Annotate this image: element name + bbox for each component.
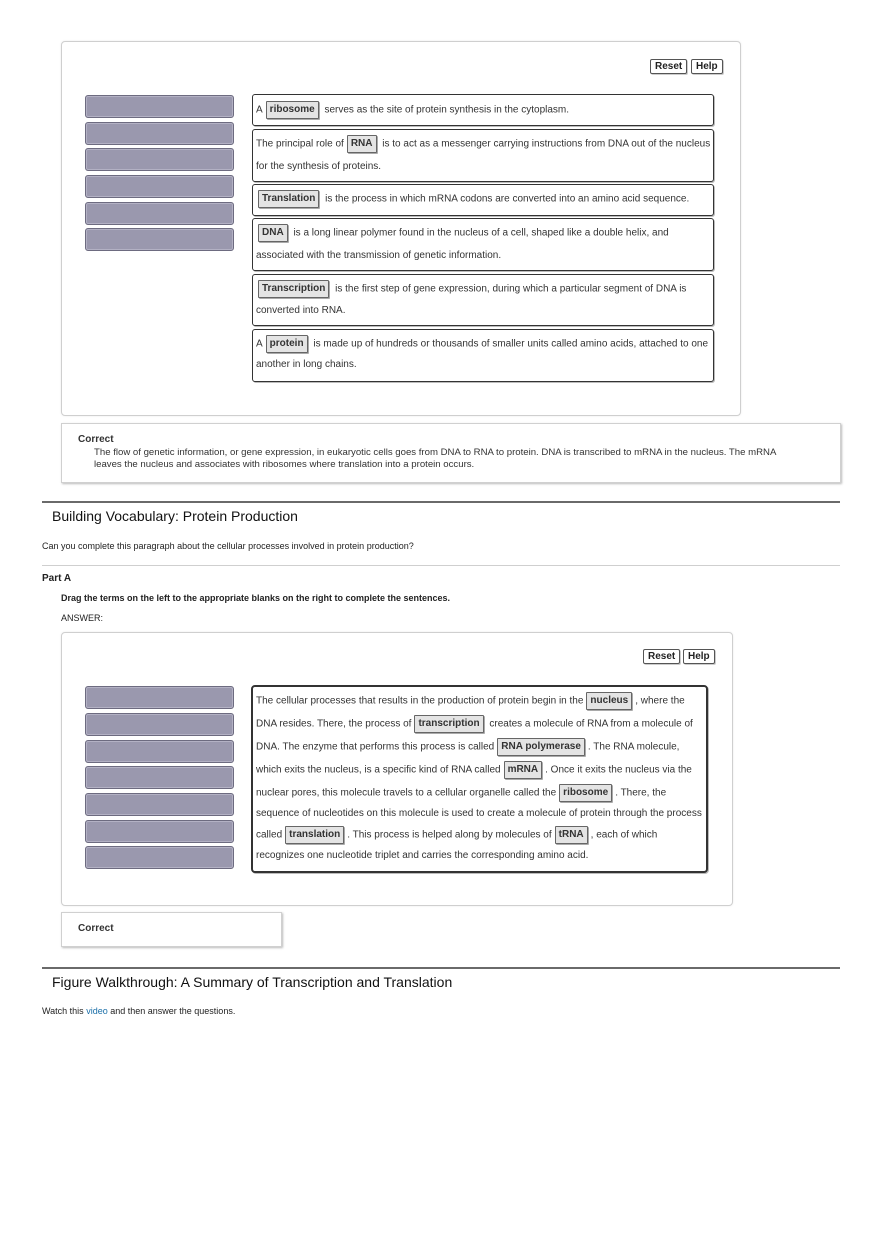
part-label: Part A bbox=[42, 573, 72, 584]
term-slot[interactable] bbox=[85, 228, 234, 251]
sentence-text: another in long chains. bbox=[256, 359, 357, 370]
sentence-text: converted into RNA. bbox=[256, 305, 346, 316]
help-button[interactable]: Help bbox=[691, 59, 723, 74]
sentence-text: which exits the nucleus, is a specific kind of RNA called bbox=[256, 764, 501, 776]
feedback-title: Correct bbox=[78, 923, 114, 934]
dropped-term[interactable]: ribosome bbox=[559, 784, 612, 802]
dropped-term[interactable]: DNA bbox=[258, 224, 288, 242]
dropped-term[interactable]: Translation bbox=[258, 190, 319, 208]
feedback-text: The flow of genetic information, or gene expression, in eukaryotic cells goes from DNA to RNA to protein. DNA is transcribed to mRNA in the nucleus. The mRNA bbox=[94, 447, 777, 458]
sentence-text: DNA resides. There, the process of bbox=[256, 718, 412, 730]
term-slot[interactable] bbox=[85, 122, 234, 145]
question-box bbox=[252, 129, 714, 182]
watch-prefix: Watch this bbox=[42, 1006, 84, 1016]
sentence-text: A bbox=[256, 338, 263, 350]
sentence-text: The principal role of bbox=[256, 138, 344, 150]
sentence-text: is a long linear polymer found in the nucleus of a cell, shaped like a double helix, and bbox=[293, 227, 669, 239]
question-box bbox=[252, 274, 714, 326]
reset-button[interactable]: Reset bbox=[650, 59, 687, 74]
feedback-text: leaves the nucleus and associates with ribosomes where translation into a protein occurs. bbox=[94, 459, 475, 470]
video-link[interactable]: video bbox=[86, 1006, 108, 1016]
section-title: Building Vocabulary: Protein Production bbox=[52, 508, 298, 524]
dropped-term[interactable]: Transcription bbox=[258, 280, 329, 298]
sentence-text: called bbox=[256, 829, 283, 841]
watch-text bbox=[42, 1006, 235, 1016]
term-slot[interactable] bbox=[85, 740, 234, 763]
sentence-text: . There, the bbox=[615, 787, 667, 799]
section-intro: Can you complete this paragraph about the cellular processes involved in protein production? bbox=[42, 541, 414, 551]
reset-button[interactable]: Reset bbox=[643, 649, 680, 664]
section-divider bbox=[42, 967, 840, 969]
sentence-text: is made up of hundreds or thousands of smaller units called amino acids, attached to one bbox=[313, 338, 709, 350]
sentence-text: , each of which bbox=[590, 829, 658, 841]
part-divider bbox=[42, 565, 840, 566]
dropped-term[interactable]: transcription bbox=[414, 715, 483, 733]
dropped-term[interactable]: mRNA bbox=[504, 761, 543, 779]
sentence-text: sequence of nucleotides on this molecule is used to create a molecule of protein through the process bbox=[256, 808, 702, 819]
sentence-text: , where the bbox=[635, 695, 685, 707]
sentence-text: recognizes one nucleotide triplet and carries the corresponding amino acid. bbox=[256, 850, 589, 861]
term-slot[interactable] bbox=[85, 846, 234, 869]
term-slot[interactable] bbox=[85, 202, 234, 225]
answer-label: ANSWER: bbox=[61, 613, 104, 623]
sentence-text: is to act as a messenger carrying instructions from DNA out of the nucleus bbox=[382, 138, 711, 150]
watch-suffix: and then answer the questions. bbox=[110, 1006, 236, 1016]
term-slot[interactable] bbox=[85, 148, 234, 171]
dropped-term[interactable]: ribosome bbox=[266, 101, 319, 119]
term-slot[interactable] bbox=[85, 793, 234, 816]
question-box bbox=[252, 329, 714, 382]
sentence-text: DNA. The enzyme that performs this process is called bbox=[256, 741, 495, 753]
term-slot[interactable] bbox=[85, 175, 234, 198]
feedback-title: Correct bbox=[78, 434, 114, 445]
help-button[interactable]: Help bbox=[683, 649, 715, 664]
dropped-term[interactable]: RNA bbox=[347, 135, 377, 153]
sentence-text: associated with the transmission of genetic information. bbox=[256, 250, 502, 261]
dropped-term[interactable]: tRNA bbox=[555, 826, 588, 844]
dropped-term[interactable]: RNA polymerase bbox=[497, 738, 585, 756]
feedback-box bbox=[61, 423, 841, 483]
sentence-text: A bbox=[256, 104, 263, 116]
sentence-text: nuclear pores, this molecule travels to a cellular organelle called the bbox=[256, 787, 557, 799]
question-box bbox=[252, 184, 714, 216]
sentence-text: creates a molecule of RNA from a molecule of bbox=[489, 718, 693, 730]
section-divider bbox=[42, 501, 840, 503]
section-title: Figure Walkthrough: A Summary of Transcription and Translation bbox=[52, 974, 453, 990]
sentence-text: . The RNA molecule, bbox=[587, 741, 680, 753]
sentence-text: for the synthesis of proteins. bbox=[256, 161, 382, 172]
sentence-text: . This process is helped along by molecules of bbox=[347, 829, 552, 841]
term-slot[interactable] bbox=[85, 766, 234, 789]
sentence-text: serves as the site of protein synthesis in the cytoplasm. bbox=[324, 104, 570, 116]
feedback-box bbox=[61, 912, 282, 947]
term-slot[interactable] bbox=[85, 686, 234, 709]
sentence-text: . Once it exits the nucleus via the bbox=[545, 764, 692, 776]
question-box bbox=[252, 218, 714, 271]
dropped-term[interactable]: translation bbox=[285, 826, 344, 844]
instruction-text: Drag the terms on the left to the appropriate blanks on the right to complete the sentences. bbox=[61, 593, 451, 603]
dropped-term[interactable]: nucleus bbox=[586, 692, 632, 710]
question-box bbox=[252, 94, 714, 126]
dropped-term[interactable]: protein bbox=[266, 335, 308, 353]
sentence-text: The cellular processes that results in the production of protein begin in the bbox=[256, 695, 584, 707]
term-slot[interactable] bbox=[85, 820, 234, 843]
term-slot[interactable] bbox=[85, 713, 234, 736]
sentence-text: is the first step of gene expression, during which a particular segment of DNA is bbox=[335, 283, 687, 295]
sentence-text: is the process in which mRNA codons are converted into an amino acid sequence. bbox=[325, 193, 690, 205]
paragraph-box bbox=[251, 685, 708, 873]
term-slot[interactable] bbox=[85, 95, 234, 118]
